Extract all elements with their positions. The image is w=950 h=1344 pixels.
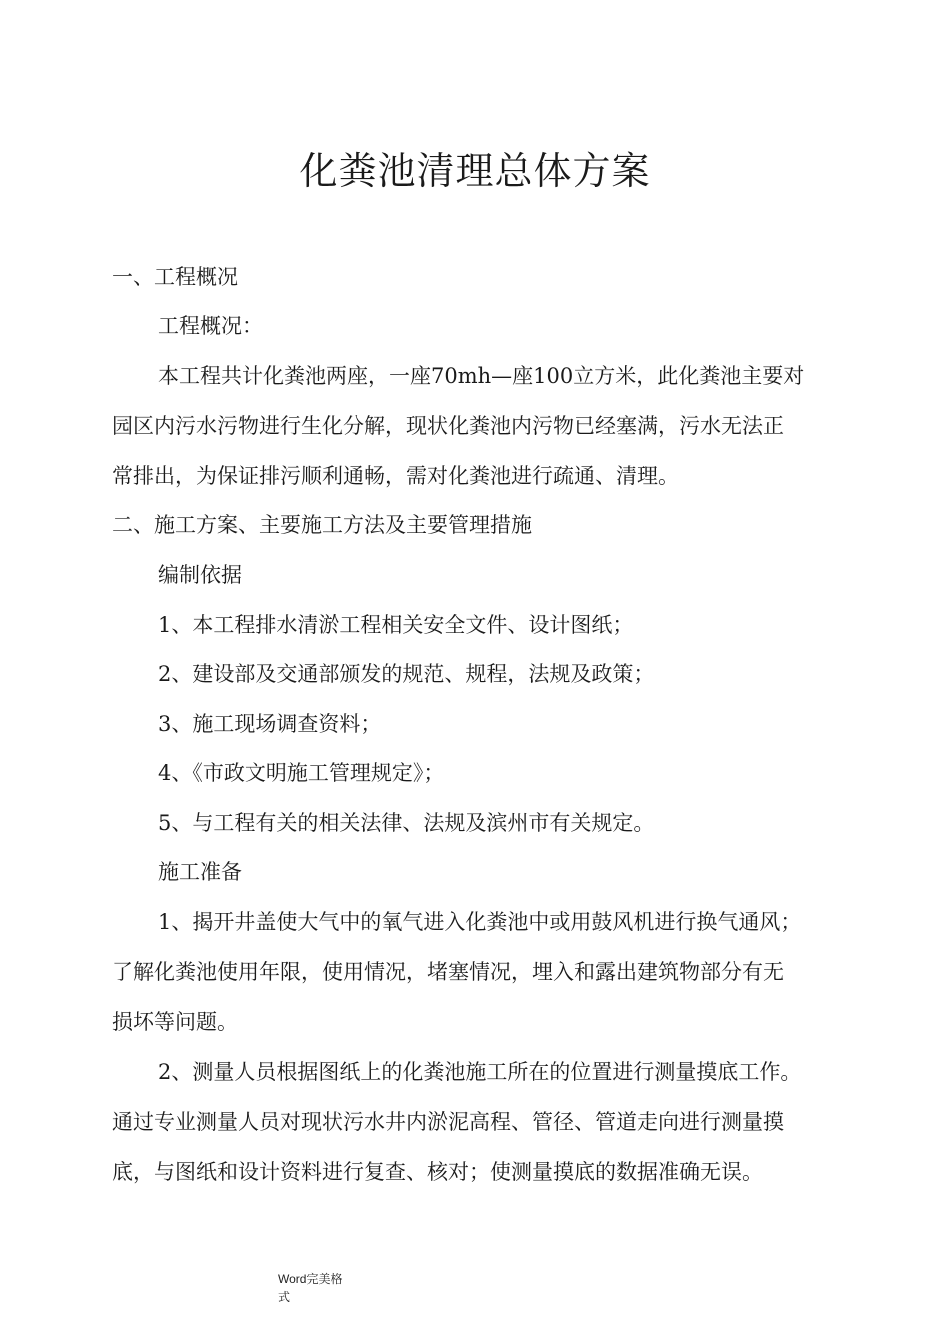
prep-paragraph-line: 损坏等问题。 — [112, 1010, 238, 1034]
footer-line: Word完美格 — [278, 1272, 343, 1286]
footer-line: 式 — [278, 1290, 291, 1304]
overview-paragraph-line: 园区内污水污物进行生化分解，现状化粪池内污物已经塞满，污水无法正 — [112, 414, 784, 438]
prep-paragraph-line: 2、测量人员根据图纸上的化粪池施工所在的位置进行测量摸底工作。 — [158, 1060, 802, 1084]
basis-item: 1、本工程排水清淤工程相关安全文件、设计图纸； — [158, 613, 634, 637]
basis-item: 4、《市政文明施工管理规定》； — [158, 761, 445, 785]
document-title: 化粪池清理总体方案 — [299, 149, 651, 193]
prep-paragraph-line: 了解化粪池使用年限，使用情况，堵塞情况，埋入和露出建筑物部分有无 — [112, 960, 784, 984]
section2-heading: 二、施工方案、主要施工方法及主要管理措施 — [112, 513, 532, 537]
page-footer — [278, 1270, 368, 1306]
overview-paragraph-line: 常排出，为保证排污顺利通畅，需对化粪池进行疏通、清理。 — [112, 464, 679, 488]
prep-paragraph-line: 通过专业测量人员对现状污水井内淤泥高程、管径、管道走向进行测量摸 — [112, 1110, 784, 1134]
overview-label: 工程概况： — [158, 314, 263, 338]
basis-label: 编制依据 — [158, 563, 242, 587]
prep-paragraph-line: 1、揭开井盖使大气中的氧气进入化粪池中或用鼓风机进行换气通风； — [158, 910, 802, 934]
prep-label: 施工准备 — [158, 860, 242, 884]
section1-heading: 一、工程概况 — [112, 265, 238, 289]
overview-paragraph-line: 本工程共计化粪池两座，一座70mh—座100立方米，此化粪池主要对 — [158, 364, 805, 388]
basis-item: 2、建设部及交通部颁发的规范、规程，法规及政策； — [158, 662, 655, 686]
basis-item: 3、施工现场调查资料； — [158, 712, 382, 736]
prep-paragraph-line: 底，与图纸和设计资料进行复查、核对；使测量摸底的数据准确无误。 — [112, 1160, 763, 1184]
basis-item: 5、与工程有关的相关法律、法规及滨州市有关规定。 — [158, 811, 655, 835]
